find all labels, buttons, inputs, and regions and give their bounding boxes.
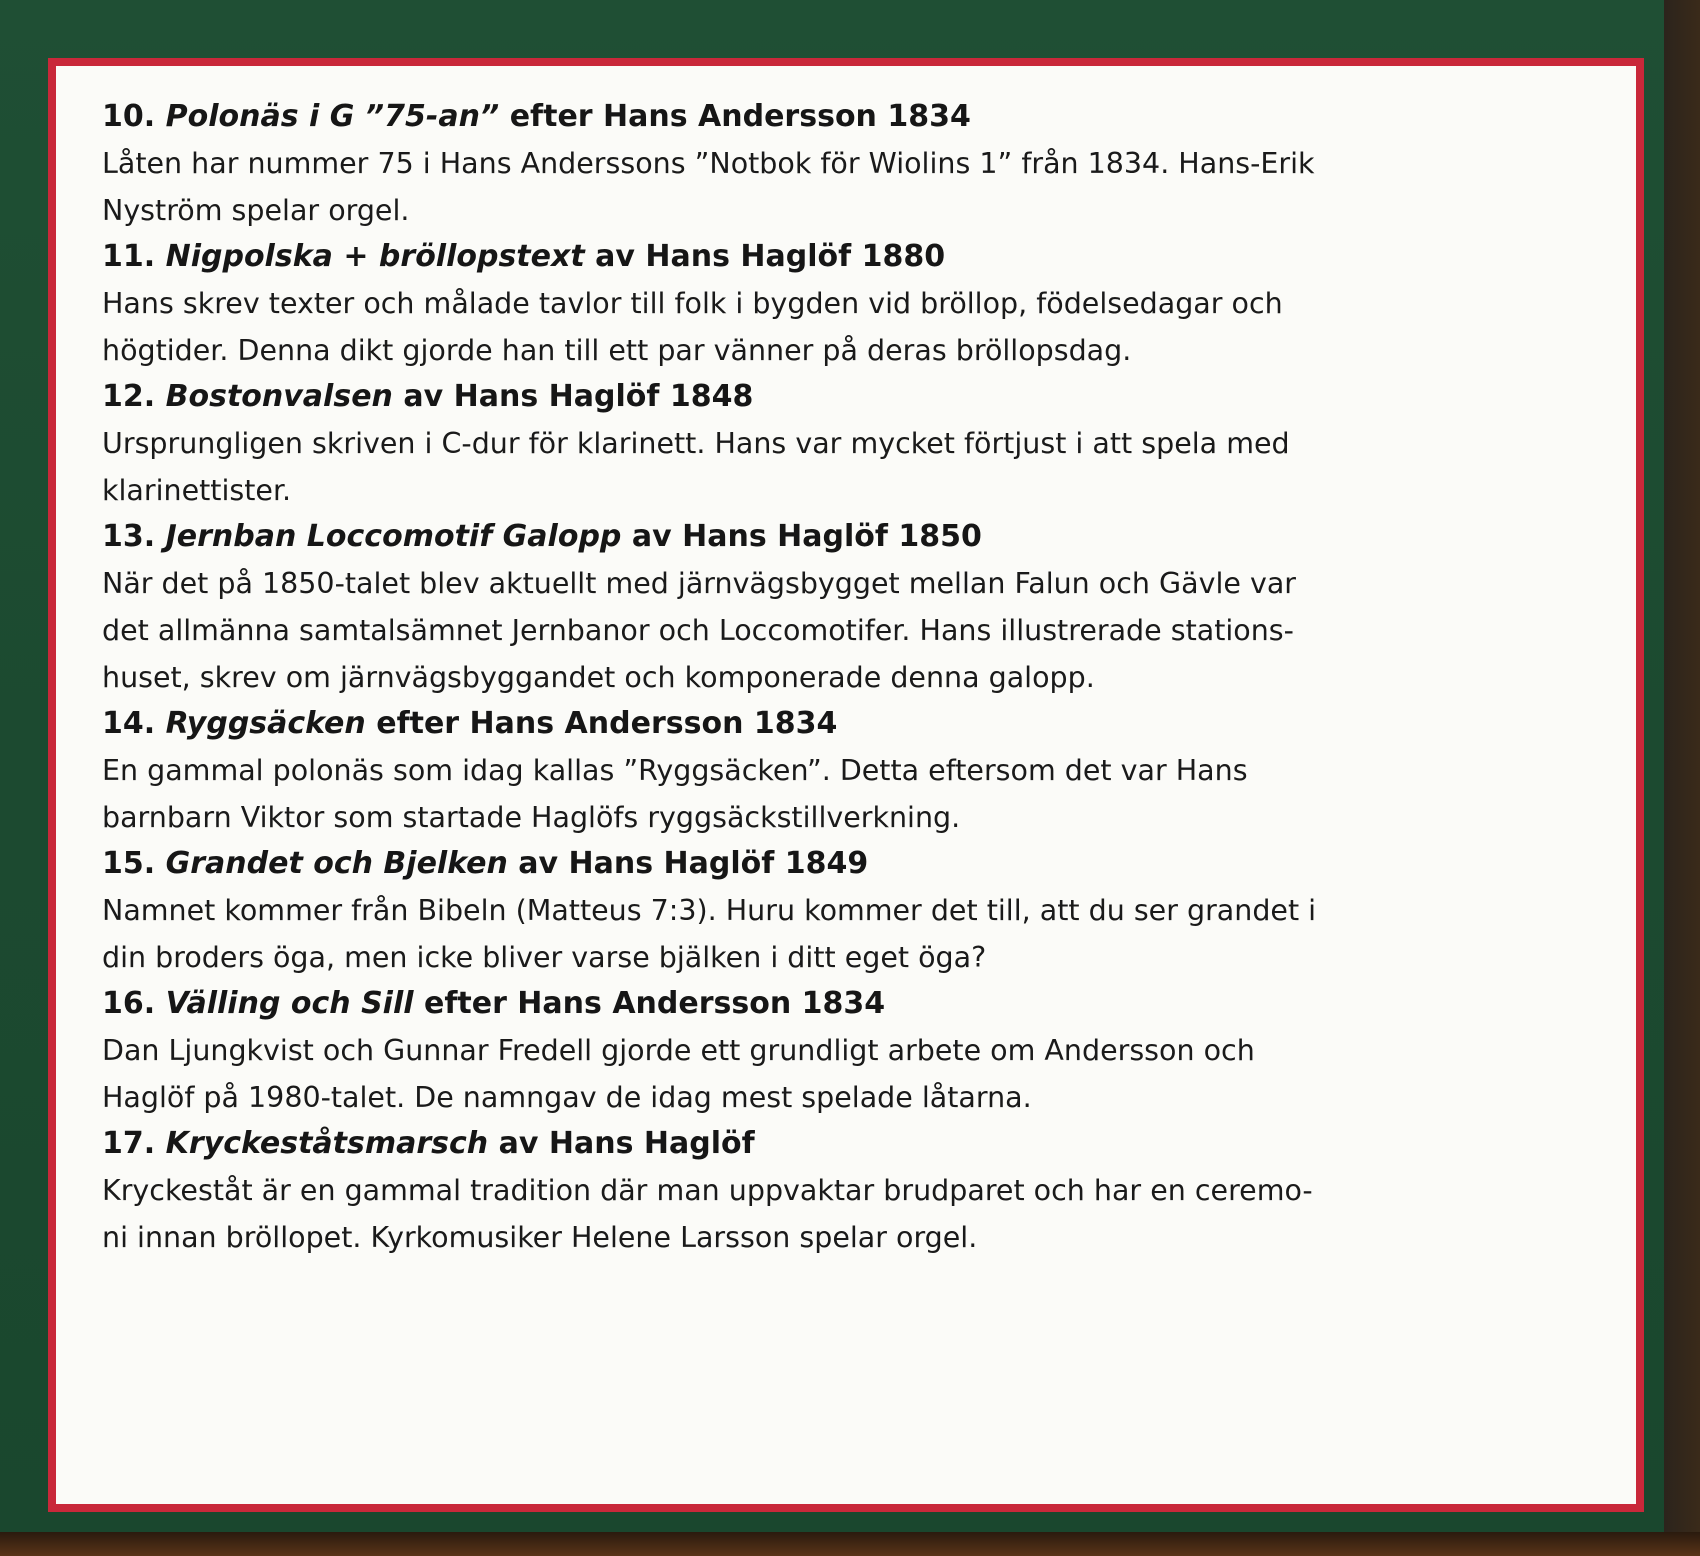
- track-title: [102, 514, 1542, 560]
- track-name: Ryggsäcken: [165, 706, 366, 741]
- track-description-line: ni innan bröllopet. Kyrkomusiker Helene Larsson spelar orgel.: [102, 1221, 978, 1254]
- track-number: 16.: [102, 986, 156, 1021]
- track-title: [102, 94, 1542, 140]
- track-name: Välling och Sill: [165, 986, 414, 1021]
- track-name: Bostonvalsen: [165, 379, 393, 414]
- track-name: Jernban Loccomotif Galopp: [165, 519, 622, 554]
- track-number: 15.: [102, 846, 156, 881]
- track-note: [102, 514, 1542, 701]
- track-description-line: Låten har nummer 75 i Hans Anderssons ”Notbok för Wiolins 1” från 1834. Hans-Erik: [102, 147, 1315, 180]
- track-description-line: huset, skrev om järnvägsbyggandet och komponerade denna galopp.: [102, 661, 1095, 694]
- track-name: Grandet och Bjelken: [165, 846, 508, 881]
- track-description-line: din broders öga, men icke bliver varse bjälken i ditt eget öga?: [102, 941, 987, 974]
- track-note: [102, 1121, 1542, 1261]
- track-note: [102, 981, 1542, 1121]
- track-credit: efter Hans Andersson 1834: [509, 99, 971, 134]
- track-description-line: När det på 1850-talet blev aktuellt med järnvägsbygget mellan Falun och Gävle var: [102, 567, 1297, 600]
- track-number: 14.: [102, 706, 156, 741]
- track-note: [102, 94, 1542, 234]
- track-credit: efter Hans Andersson 1834: [423, 986, 886, 1021]
- track-title: [102, 1121, 1542, 1167]
- track-number: 17.: [102, 1126, 156, 1161]
- table-surface: [0, 1532, 1700, 1556]
- track-title: [102, 234, 1542, 280]
- track-number: 10.: [102, 99, 156, 134]
- track-title: [102, 981, 1542, 1027]
- track-note: [102, 701, 1542, 841]
- track-number: 12.: [102, 379, 156, 414]
- track-description-line: Dan Ljungkvist och Gunnar Fredell gjorde ett grundligt arbete om Andersson och: [102, 1034, 1255, 1067]
- track-description-line: det allmänna samtalsämnet Jernbanor och Loccomotifer. Hans illustrerade stations-: [102, 614, 1294, 647]
- track-description-line: Ursprungligen skriven i C-dur för klarinett. Hans var mycket förtjust i att spela med: [102, 427, 1290, 460]
- track-credit: av Hans Haglöf 1850: [631, 519, 982, 554]
- track-description-line: Haglöf på 1980-talet. De namngav de idag mest spelade låtarna.: [102, 1081, 1032, 1114]
- track-description-line: Namnet kommer från Bibeln (Matteus 7:3). Huru kommer det till, att du ser grandet i: [102, 894, 1317, 927]
- track-title: [102, 374, 1542, 420]
- track-description-line: Hans skrev texter och målade tavlor till folk i bygden vid bröllop, födelsedagar och: [102, 287, 1283, 320]
- track-credit: efter Hans Andersson 1834: [376, 706, 838, 741]
- sleeve-edge: [1664, 0, 1700, 1556]
- track-credit: av Hans Haglöf 1848: [403, 379, 754, 414]
- track-name: Polonäs i G ”75-an”: [165, 99, 500, 134]
- track-description-line: barnbarn Viktor som startade Haglöfs ryggsäckstillverkning.: [102, 801, 961, 834]
- track-description-line: Nyström spelar orgel.: [102, 194, 410, 227]
- track-credit: av Hans Haglöf 1880: [595, 239, 946, 274]
- track-note: [102, 234, 1542, 374]
- track-notes-list: [102, 94, 1542, 1261]
- track-number: 13.: [102, 519, 156, 554]
- track-note: [102, 841, 1542, 981]
- track-title: [102, 701, 1542, 747]
- track-title: [102, 841, 1542, 887]
- track-name: Nigpolska + bröllopstext: [165, 239, 585, 274]
- track-note: [102, 374, 1542, 514]
- track-credit: av Hans Haglöf 1849: [518, 846, 869, 881]
- track-credit: av Hans Haglöf: [498, 1126, 755, 1161]
- track-number: 11.: [102, 239, 156, 274]
- track-description-line: Kryckeståt är en gammal tradition där man uppvaktar brudparet och har en ceremo-: [102, 1174, 1313, 1207]
- track-description-line: klarinettister.: [102, 474, 292, 507]
- track-name: Kryckeståtsmarsch: [165, 1126, 489, 1161]
- track-description-line: högtider. Denna dikt gjorde han till ett par vänner på deras bröllopsdag.: [102, 334, 1132, 367]
- track-description-line: En gammal polonäs som idag kallas ”Ryggsäcken”. Detta eftersom det var Hans: [102, 754, 1248, 787]
